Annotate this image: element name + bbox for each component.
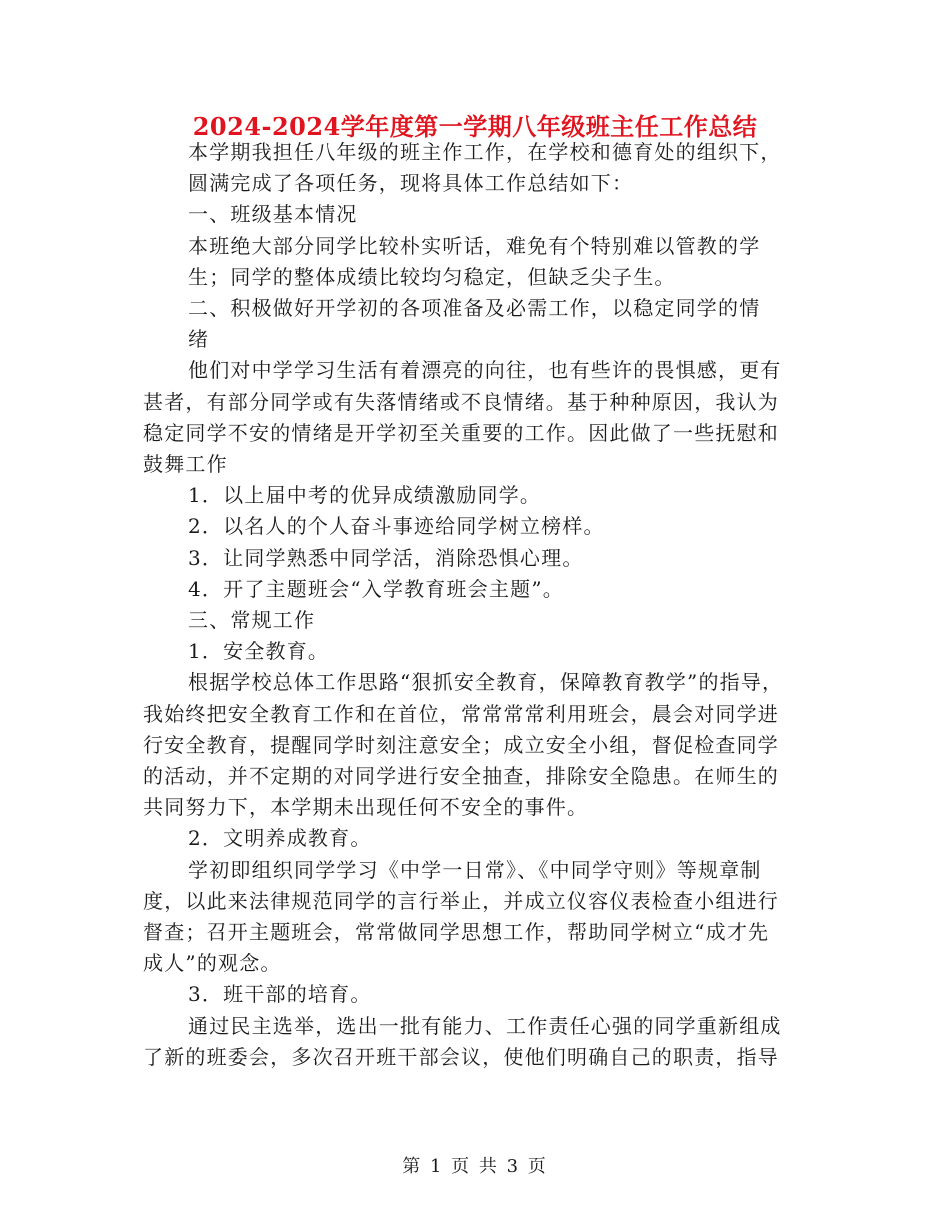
paragraph-line: 共同努力下，本学期未出现任何不安全的事件。 bbox=[143, 795, 589, 820]
list-item: 4．开了主题班会“入学教育班会主题”。 bbox=[188, 576, 564, 601]
list-item: 2．以名人的个人奋斗事迹给同学树立榜样。 bbox=[188, 514, 605, 539]
paragraph-line: 甚者，有部分同学或有失落情绪或不良情绪。基于种种原因，我认为 bbox=[143, 389, 779, 414]
paragraph-line: 鼓舞工作 bbox=[143, 452, 228, 477]
paragraph-line: 行安全教育，提醒同学时刻注意安全；成立安全小组，督促检查同学 bbox=[143, 732, 779, 757]
subsection-heading: 1．安全教育。 bbox=[188, 639, 330, 664]
paragraph-line: 通过民主选举，选出一批有能力、工作责任心强的同学重新组成 bbox=[188, 1013, 782, 1038]
paragraph-line: 根据学校总体工作思路“狠抓安全教育，保障教育教学”的指导， bbox=[188, 670, 784, 695]
paragraph-line: 我始终把安全教育工作和在首位，常常常常利用班会，晨会对同学进 bbox=[143, 701, 779, 726]
paragraph-line: 督查；召开主题班会，常常做同学思想工作，帮助同学树立“成才先 bbox=[143, 920, 770, 945]
section-heading: 三、常规工作 bbox=[188, 608, 316, 633]
list-item: 1．以上届中考的优异成绩激励同学。 bbox=[188, 483, 542, 508]
paragraph-line: 本学期我担任八年级的班主作工作，在学校和德育处的组织下， bbox=[188, 140, 782, 164]
paragraph-line: 了新的班委会，多次召开班干部会议，使他们明确自己的职责，指导 bbox=[143, 1044, 779, 1069]
subsection-heading: 2．文明养成教育。 bbox=[188, 826, 372, 851]
document-body bbox=[143, 137, 803, 1073]
section-heading: 一、班级基本情况 bbox=[188, 202, 358, 227]
paragraph-line: 的活动，并不定期的对同学进行安全抽查，排除安全隐患。在师生的 bbox=[143, 764, 779, 789]
paragraph-line: 生；同学的整体成绩比较均匀稳定，但缺乏尖子生。 bbox=[188, 264, 676, 289]
section-heading: 绪 bbox=[188, 327, 210, 352]
paragraph-line: 度，以此来法律规范同学的言行举止，并成立仪容仪表检查小组进行 bbox=[143, 888, 779, 913]
document-title: 2024-2024学年度第一学期八年级班主任工作总结 bbox=[192, 112, 758, 141]
paragraph-line: 成人”的观念。 bbox=[143, 951, 282, 976]
paragraph-line: 他们对中学学习生活有着漂亮的向往，也有些许的畏惧感，更有 bbox=[188, 358, 782, 383]
list-item: 3．让同学熟悉中同学活，消除恐惧心理。 bbox=[188, 545, 584, 570]
page-number-footer: 第 1 页 共 3 页 bbox=[402, 1156, 548, 1177]
paragraph-line: 稳定同学不安的情绪是开学初至关重要的工作。因此做了一些抚慰和 bbox=[143, 420, 779, 445]
subsection-heading: 3．班干部的培育。 bbox=[188, 982, 372, 1007]
paragraph-line: 学初即组织同学学习《中学一日常》、《中同学守则》等规章制 bbox=[188, 857, 762, 882]
paragraph-line: 本班绝大部分同学比较朴实听话，难免有个特别难以管教的学 bbox=[188, 233, 761, 258]
section-heading: 二、积极做好开学初的各项准备及必需工作，以稳定同学的情 bbox=[188, 296, 761, 321]
paragraph-line: 圆满完成了各项任务，现将具体工作总结如下： bbox=[188, 171, 634, 196]
